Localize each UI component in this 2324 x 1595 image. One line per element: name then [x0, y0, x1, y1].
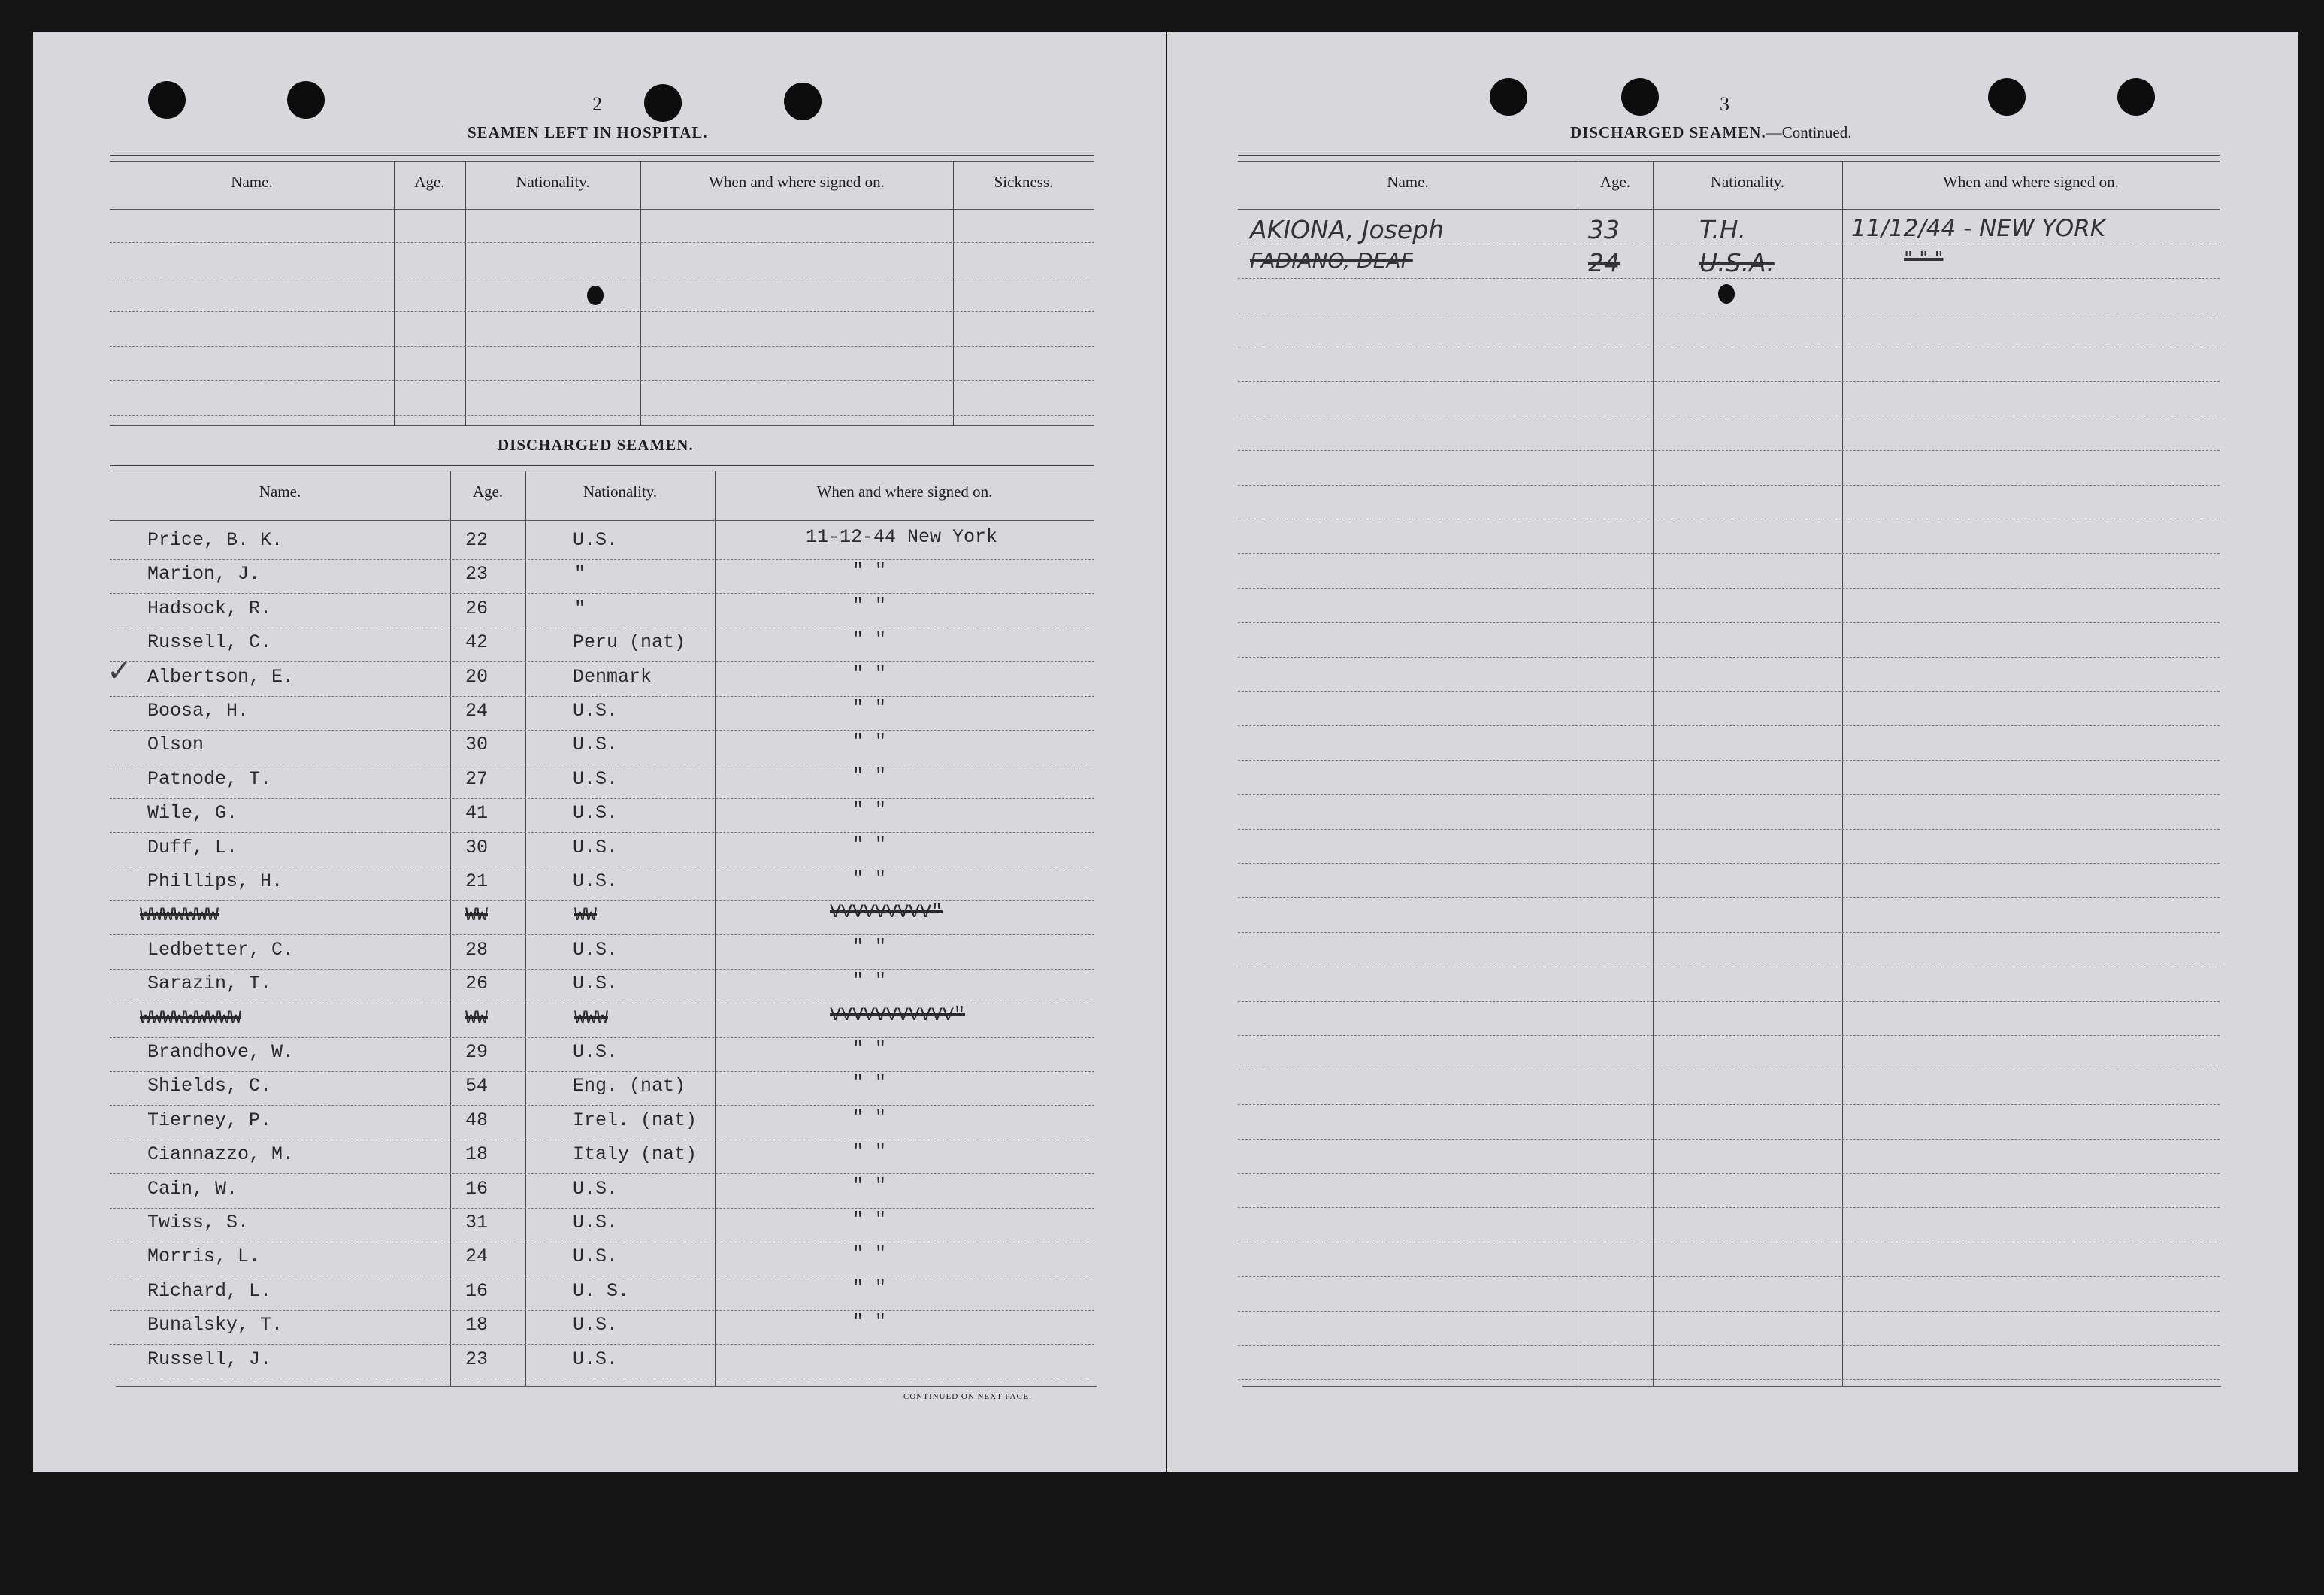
column-divider	[1842, 161, 1843, 1386]
seaman-nationality: WWW	[574, 1006, 609, 1029]
seaman-nationality: Irel. (nat)	[573, 1109, 698, 1131]
seaman-nationality: Italy (nat)	[573, 1143, 698, 1166]
rule	[110, 161, 1094, 162]
seaman-nationality: U.S.	[573, 1245, 619, 1268]
seaman-name: Wile, G.	[147, 802, 238, 825]
seaman-signed-on: " "	[852, 799, 887, 822]
punch-hole	[1621, 78, 1659, 116]
seaman-age: 16	[465, 1279, 489, 1302]
seaman-nationality: U. S.	[573, 1279, 630, 1302]
ruled-line	[110, 1037, 1094, 1038]
ruled-line	[110, 415, 1094, 416]
seaman-name: Duff, L.	[147, 836, 238, 858]
seaman-age: 24	[1588, 248, 1620, 277]
ruled-line	[1238, 1379, 2220, 1380]
ruled-line	[110, 1105, 1094, 1106]
ruled-line	[1238, 1173, 2220, 1174]
seaman-name: Richard, L.	[147, 1279, 272, 1302]
ruled-line	[1238, 657, 2220, 658]
rule	[1242, 1386, 2221, 1387]
seaman-age: 23	[465, 1348, 489, 1370]
ruled-line	[110, 934, 1094, 935]
ruled-line	[1238, 381, 2220, 382]
seaman-age: 28	[465, 938, 489, 961]
ruled-line	[110, 900, 1094, 901]
seaman-age: 31	[465, 1212, 489, 1233]
seaman-signed-on: VVVVVVVVV"	[830, 901, 943, 924]
column-header: Name.	[1387, 173, 1429, 191]
ruled-line	[1238, 932, 2220, 933]
seaman-signed-on: " "	[852, 1242, 887, 1265]
punch-hole	[644, 84, 682, 122]
column-header: When and where signed on.	[1943, 173, 2119, 191]
seaman-name: Ciannazzo, M.	[147, 1143, 295, 1166]
ruled-line	[110, 696, 1094, 697]
heading-suffix: —Continued.	[1766, 123, 1852, 141]
seaman-name: WWWWWWWWW	[140, 1006, 242, 1029]
seaman-name: Phillips, H.	[147, 870, 283, 892]
seaman-signed-on: 11/12/44 - NEW YORK	[1851, 215, 2106, 242]
discharged-column-header: Nationality.	[583, 483, 658, 501]
ruled-line	[1238, 1035, 2220, 1036]
seaman-name: Albertson, E.	[147, 665, 295, 688]
ruled-line	[110, 311, 1094, 312]
seaman-name: Morris, L.	[147, 1245, 261, 1268]
column-divider	[640, 161, 641, 425]
seaman-nationality: "	[574, 597, 586, 619]
ruled-line	[1238, 1139, 2220, 1140]
check-mark: ✓	[107, 654, 132, 689]
column-divider	[953, 161, 954, 425]
seaman-nationality: U.S.	[573, 529, 619, 551]
seaman-name: Hadsock, R.	[147, 597, 272, 619]
seaman-signed-on: " "	[852, 1106, 887, 1128]
seaman-signed-on: " "	[852, 935, 887, 958]
seaman-name: Brandhove, W.	[147, 1041, 295, 1063]
column-divider	[715, 471, 716, 1386]
ruled-line	[1238, 829, 2220, 830]
seaman-age: 26	[465, 973, 489, 995]
seaman-nationality: U.S.	[573, 700, 619, 722]
seaman-nationality: U.S.	[573, 1177, 619, 1200]
seaman-nationality: U.S.	[573, 870, 619, 892]
seaman-name: Bunalsky, T.	[147, 1314, 283, 1336]
seaman-age: 41	[465, 802, 489, 825]
hospital-column-header: Sickness.	[994, 173, 1054, 191]
seaman-signed-on: " "	[852, 1038, 887, 1060]
seaman-nationality: U.S.	[573, 1041, 619, 1063]
seaman-signed-on: " "	[852, 697, 887, 719]
ruled-line	[1238, 278, 2220, 279]
hospital-column-header: Age.	[414, 173, 445, 191]
column-divider	[525, 471, 526, 1386]
seaman-age: 20	[465, 665, 489, 688]
ruled-line	[110, 1344, 1094, 1345]
ruled-line	[110, 593, 1094, 594]
rule	[110, 155, 1094, 156]
seaman-signed-on: " "	[852, 662, 887, 685]
punch-hole	[148, 81, 186, 119]
ink-blot	[1718, 284, 1735, 304]
ruled-line	[110, 346, 1094, 347]
seaman-age: 33	[1588, 215, 1620, 244]
seaman-age: WW	[465, 1006, 489, 1029]
seaman-signed-on: " "	[852, 731, 887, 753]
punch-hole	[1988, 78, 2026, 116]
seaman-age: WW	[465, 904, 489, 927]
seaman-age: 27	[465, 767, 489, 790]
seaman-name: Price, B. K.	[147, 529, 283, 551]
seaman-signed-on: " " "	[1904, 248, 1944, 271]
seaman-name: WWWWWWW	[140, 904, 219, 927]
seaman-name: Olson	[147, 734, 204, 756]
seaman-nationality: Denmark	[573, 665, 652, 688]
discharged-column-header: When and where signed on.	[816, 483, 993, 501]
heading-text: DISCHARGED SEAMEN.	[1570, 123, 1766, 141]
seaman-name: FADIANO, DEAF	[1250, 248, 1413, 273]
seaman-age: 22	[465, 529, 489, 551]
ruled-line	[110, 1173, 1094, 1174]
hospital-column-header: Nationality.	[516, 173, 590, 191]
seaman-signed-on: " "	[852, 1072, 887, 1094]
column-header: Age.	[1599, 173, 1631, 191]
seaman-nationality: U.S.	[573, 767, 619, 790]
seaman-name: AKIONA, Joseph	[1250, 215, 1445, 244]
seaman-name: Marion, J.	[147, 563, 261, 586]
ruled-line	[110, 798, 1094, 799]
continued-heading	[1570, 123, 1851, 142]
seaman-signed-on: " "	[852, 594, 887, 616]
seaman-signed-on: " "	[852, 1311, 887, 1333]
ruled-line	[1238, 450, 2220, 451]
seaman-nationality: T.H.	[1699, 215, 1747, 244]
ruled-line	[1238, 1345, 2220, 1346]
seaman-nationality: "	[574, 563, 586, 586]
seaman-age: 21	[465, 870, 489, 892]
seaman-nationality: U.S.	[573, 1314, 619, 1336]
ruled-line	[1238, 725, 2220, 726]
column-divider	[465, 161, 466, 425]
rule	[1238, 155, 2220, 156]
ruled-line	[1238, 760, 2220, 761]
seaman-nationality: U.S.A.	[1699, 248, 1775, 277]
seaman-name: Boosa, H.	[147, 700, 250, 722]
column-header: Nationality.	[1710, 173, 1785, 191]
ruled-line	[1238, 622, 2220, 623]
seaman-nationality: U.S.	[573, 836, 619, 858]
column-divider	[394, 161, 395, 425]
ruled-line	[1238, 863, 2220, 864]
seaman-signed-on: " "	[852, 628, 887, 651]
seaman-nationality: U.S.	[573, 802, 619, 825]
seaman-signed-on: 11-12-44 New York	[806, 526, 998, 548]
rule	[1238, 161, 2220, 162]
seaman-nationality: U.S.	[573, 938, 619, 961]
seaman-name: Twiss, S.	[147, 1212, 250, 1233]
seaman-signed-on: " "	[852, 1276, 887, 1299]
ruled-line	[110, 559, 1094, 560]
ruled-line	[1238, 1311, 2220, 1312]
discharged-heading: DISCHARGED SEAMEN.	[498, 436, 694, 454]
rule	[110, 520, 1094, 521]
ruled-line	[110, 730, 1094, 731]
seaman-name: Russell, C.	[147, 631, 272, 654]
punch-hole	[784, 83, 822, 120]
ruled-line	[110, 1208, 1094, 1209]
hospital-column-header: Name.	[231, 173, 273, 191]
ruled-line	[1238, 1207, 2220, 1208]
seaman-nationality: U.S.	[573, 973, 619, 995]
page-number: 3	[1720, 93, 1729, 115]
rule	[1238, 209, 2220, 210]
seaman-nationality: Peru (nat)	[573, 631, 686, 654]
discharged-column-header: Age.	[472, 483, 504, 501]
ruled-line	[1238, 1276, 2220, 1277]
column-divider	[1653, 161, 1654, 1386]
continued-note: CONTINUED ON NEXT PAGE.	[903, 1392, 1032, 1401]
ruled-line	[1238, 691, 2220, 692]
ruled-line	[110, 380, 1094, 381]
ruled-line	[110, 1310, 1094, 1311]
seaman-signed-on: " "	[852, 1174, 887, 1197]
seaman-age: 24	[465, 700, 489, 722]
discharged-column-header: Name.	[259, 483, 301, 501]
ruled-line	[1238, 1001, 2220, 1002]
seaman-name: Tierney, P.	[147, 1109, 272, 1131]
ruled-line	[110, 242, 1094, 243]
punch-hole	[1490, 78, 1527, 116]
ink-blot	[587, 286, 604, 305]
seaman-nationality: U.S.	[573, 734, 619, 756]
ruled-line	[1238, 1104, 2220, 1105]
ruled-line	[1238, 588, 2220, 589]
seaman-nationality: WW	[574, 904, 598, 927]
seaman-age: 48	[465, 1109, 489, 1131]
rule	[110, 209, 1094, 210]
seaman-age: 16	[465, 1177, 489, 1200]
punch-hole	[287, 81, 325, 119]
seaman-name: Ledbetter, C.	[147, 938, 295, 961]
page-number: 2	[592, 93, 602, 115]
seaman-name: Russell, J.	[147, 1348, 272, 1370]
hospital-column-header: When and where signed on.	[709, 173, 885, 191]
ruled-line	[1238, 485, 2220, 486]
seaman-nationality: U.S.	[573, 1212, 619, 1233]
ruled-line	[110, 1071, 1094, 1072]
seaman-age: 23	[465, 563, 489, 586]
seaman-signed-on: " "	[852, 764, 887, 787]
seaman-signed-on: " "	[852, 833, 887, 855]
seaman-signed-on: " "	[852, 1209, 887, 1230]
column-divider	[450, 471, 451, 1386]
seaman-name: Patnode, T.	[147, 767, 272, 790]
seaman-nationality: U.S.	[573, 1348, 619, 1370]
hospital-heading: SEAMEN LEFT IN HOSPITAL.	[468, 123, 708, 141]
seaman-age: 29	[465, 1041, 489, 1063]
seaman-signed-on: " "	[852, 867, 887, 889]
seaman-age: 24	[465, 1245, 489, 1268]
ruled-line	[1238, 553, 2220, 554]
seaman-age: 42	[465, 631, 489, 654]
seaman-signed-on: " "	[852, 560, 887, 583]
seaman-age: 26	[465, 597, 489, 619]
seaman-signed-on: VVVVVVVVVVV"	[830, 1003, 966, 1026]
seaman-age: 18	[465, 1314, 489, 1336]
punch-hole	[2117, 78, 2155, 116]
right-page	[1167, 32, 2298, 1472]
seaman-age: 30	[465, 836, 489, 858]
seaman-nationality: Eng. (nat)	[573, 1075, 686, 1097]
seaman-age: 54	[465, 1075, 489, 1097]
seaman-name: Shields, C.	[147, 1075, 272, 1097]
ruled-line	[110, 832, 1094, 833]
seaman-name: Cain, W.	[147, 1177, 238, 1200]
rule	[116, 1386, 1097, 1387]
seaman-age: 30	[465, 734, 489, 756]
ruled-line	[1238, 897, 2220, 898]
ruled-line	[110, 661, 1094, 662]
rule	[110, 425, 1094, 426]
seaman-age: 18	[465, 1143, 489, 1166]
ruled-line	[110, 969, 1094, 970]
seaman-signed-on: " "	[852, 970, 887, 992]
seaman-signed-on: " "	[852, 1140, 887, 1163]
ruled-line	[1238, 794, 2220, 795]
rule	[110, 465, 1094, 466]
left-page	[33, 32, 1166, 1472]
seaman-name: Sarazin, T.	[147, 973, 272, 995]
